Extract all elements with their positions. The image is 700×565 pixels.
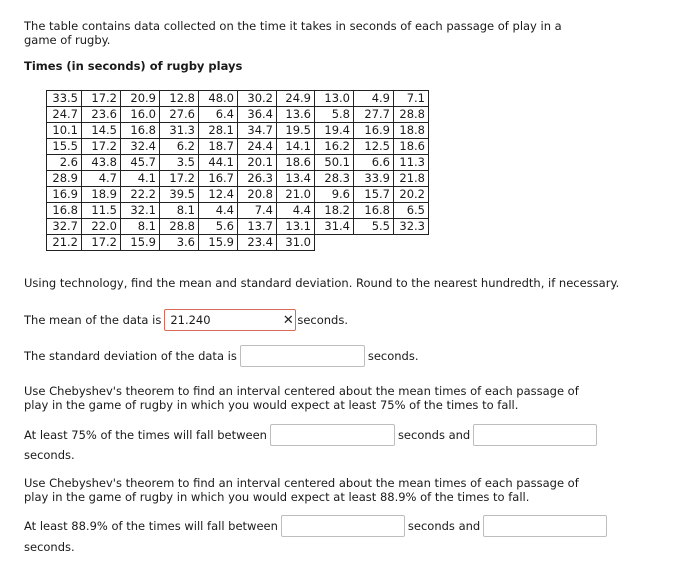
q75-high-input[interactable] xyxy=(473,424,597,446)
table-row xyxy=(47,155,429,171)
table-cell: 17.2 xyxy=(82,139,121,155)
q889-end-text: seconds. xyxy=(24,540,75,554)
table-cell: 20.8 xyxy=(238,187,277,203)
table-cell: 4.4 xyxy=(277,203,315,219)
table-cell: 48.0 xyxy=(199,91,238,107)
table-cell: 17.2 xyxy=(82,91,121,107)
table-cell: 24.7 xyxy=(47,107,82,123)
table-body xyxy=(47,91,429,251)
table-row xyxy=(47,203,429,219)
table-row xyxy=(47,187,429,203)
q889-label: At least 88.9% of the times will fall between xyxy=(24,519,278,533)
sd-unit: seconds. xyxy=(367,349,419,363)
table-row xyxy=(47,107,429,123)
rugby-times-table xyxy=(46,90,429,251)
table-cell: 9.6 xyxy=(315,187,354,203)
table-cell: 33.9 xyxy=(354,171,394,187)
table-cell: 31.3 xyxy=(160,123,199,139)
table-cell: 6.4 xyxy=(199,107,238,123)
table-cell: 27.6 xyxy=(160,107,199,123)
table-cell: 4.4 xyxy=(199,203,238,219)
table-cell: 2.6 xyxy=(47,155,82,171)
table-cell: 10.1 xyxy=(47,123,82,139)
table-cell: 21.2 xyxy=(47,235,82,251)
table-cell: 18.8 xyxy=(394,123,429,139)
table-cell: 15.7 xyxy=(354,187,394,203)
sd-line xyxy=(24,345,419,367)
table-cell: 16.7 xyxy=(199,171,238,187)
table-cell: 23.4 xyxy=(238,235,277,251)
table-cell: 20.1 xyxy=(238,155,277,171)
table-cell: 5.5 xyxy=(354,219,394,235)
table-cell: 6.5 xyxy=(394,203,429,219)
table-cell: 32.7 xyxy=(47,219,82,235)
table-cell: 18.6 xyxy=(394,139,429,155)
table-cell: 15.5 xyxy=(47,139,82,155)
table-cell: 26.3 xyxy=(238,171,277,187)
table-cell: 18.7 xyxy=(199,139,238,155)
table-cell: 24.9 xyxy=(277,91,315,107)
table-row xyxy=(47,123,429,139)
table-cell: 5.8 xyxy=(315,107,354,123)
table-cell: 23.6 xyxy=(82,107,121,123)
mean-input[interactable]: 21.240 xyxy=(164,309,296,331)
table-cell: 13.1 xyxy=(277,219,315,235)
table-cell: 16.8 xyxy=(47,203,82,219)
table-cell: 7.1 xyxy=(394,91,429,107)
table-cell: 32.1 xyxy=(121,203,160,219)
table-cell: 12.4 xyxy=(199,187,238,203)
table-title: Times (in seconds) of rugby plays xyxy=(24,59,243,73)
table-cell: 16.9 xyxy=(354,123,394,139)
table-cell: 15.9 xyxy=(199,235,238,251)
table-cell: 32.4 xyxy=(121,139,160,155)
table-row xyxy=(47,171,429,187)
table-cell: 17.2 xyxy=(160,171,199,187)
table-cell: 44.1 xyxy=(199,155,238,171)
q75-low-input[interactable] xyxy=(270,424,395,446)
table-cell: 22.0 xyxy=(82,219,121,235)
table-cell: 4.9 xyxy=(354,91,394,107)
table-cell: 16.2 xyxy=(315,139,354,155)
x-mark-icon: ✕ xyxy=(282,312,294,328)
table-cell: 18.2 xyxy=(315,203,354,219)
problem-intro: The table contains data collected on the time it takes in seconds of each passage of play in a game of rugby. xyxy=(24,19,562,47)
q75-label: At least 75% of the times will fall between xyxy=(24,428,267,442)
table-cell: 15.9 xyxy=(121,235,160,251)
q889-middle-text: seconds and xyxy=(407,519,481,533)
table-cell: 27.7 xyxy=(354,107,394,123)
table-cell: 13.0 xyxy=(315,91,354,107)
q75-end-text: seconds. xyxy=(24,448,75,462)
table-cell: 21.8 xyxy=(394,171,429,187)
table-cell: 50.1 xyxy=(315,155,354,171)
q889-high-input[interactable] xyxy=(483,515,607,537)
table-cell: 8.1 xyxy=(160,203,199,219)
table-cell: 28.9 xyxy=(47,171,82,187)
table-cell: 22.2 xyxy=(121,187,160,203)
table-cell: 31.0 xyxy=(277,235,315,251)
table-cell: 39.5 xyxy=(160,187,199,203)
q75-instruction: Use Chebyshev's theorem to find an interval centered about the mean times of each passage of play in the game of rugby in which you would expect at least 75% of the times to fall. xyxy=(24,384,579,412)
table-cell: 16.0 xyxy=(121,107,160,123)
table-cell: 13.6 xyxy=(277,107,315,123)
table-cell: 28.3 xyxy=(315,171,354,187)
table-cell: 31.4 xyxy=(315,219,354,235)
table-cell: 5.6 xyxy=(199,219,238,235)
table-cell: 4.1 xyxy=(121,171,160,187)
table-cell: 11.5 xyxy=(82,203,121,219)
technology-prompt: Using technology, find the mean and standard deviation. Round to the nearest hundredth, if necessary. xyxy=(24,276,620,290)
table-cell: 34.7 xyxy=(238,123,277,139)
table-cell: 18.6 xyxy=(277,155,315,171)
q889-low-input[interactable] xyxy=(281,515,405,537)
table-cell: 4.7 xyxy=(82,171,121,187)
table-cell: 14.5 xyxy=(82,123,121,139)
table-cell: 3.5 xyxy=(160,155,199,171)
table-row xyxy=(47,91,429,107)
table-cell: 6.6 xyxy=(354,155,394,171)
table-cell: 8.1 xyxy=(121,219,160,235)
table-cell: 32.3 xyxy=(394,219,429,235)
table-cell: 12.5 xyxy=(354,139,394,155)
table-cell: 18.9 xyxy=(82,187,121,203)
table-cell: 28.8 xyxy=(394,107,429,123)
table-cell: 45.7 xyxy=(121,155,160,171)
table-cell: 21.0 xyxy=(277,187,315,203)
table-cell: 16.8 xyxy=(121,123,160,139)
q75-line xyxy=(24,424,597,446)
table-cell: 19.5 xyxy=(277,123,315,139)
table-cell: 24.4 xyxy=(238,139,277,155)
table-cell: 13.7 xyxy=(238,219,277,235)
table-cell: 16.9 xyxy=(47,187,82,203)
mean-unit: seconds. xyxy=(297,313,348,327)
q75-middle-text: seconds and xyxy=(397,428,471,442)
table-cell: 36.4 xyxy=(238,107,277,123)
table-cell: 43.8 xyxy=(82,155,121,171)
sd-label: The standard deviation of the data is xyxy=(24,349,237,363)
q889-instruction: Use Chebyshev's theorem to find an interval centered about the mean times of each passage of play in the game of rugby in which you would expect at least 88.9% of the times to fall. xyxy=(24,476,579,504)
table-cell: 28.1 xyxy=(199,123,238,139)
table-cell: 13.4 xyxy=(277,171,315,187)
table-cell: 11.3 xyxy=(394,155,429,171)
table-row xyxy=(47,235,429,251)
table-cell: 16.8 xyxy=(354,203,394,219)
table-cell: 28.8 xyxy=(160,219,199,235)
table-cell: 14.1 xyxy=(277,139,315,155)
table-cell: 17.2 xyxy=(82,235,121,251)
table-cell: 20.2 xyxy=(394,187,429,203)
table-cell: 3.6 xyxy=(160,235,199,251)
table-cell: 12.8 xyxy=(160,91,199,107)
q889-line xyxy=(24,515,607,537)
table-row xyxy=(47,219,429,235)
table-cell: 30.2 xyxy=(238,91,277,107)
table-cell: 20.9 xyxy=(121,91,160,107)
sd-input[interactable] xyxy=(240,345,365,367)
table-cell: 19.4 xyxy=(315,123,354,139)
table-row xyxy=(47,139,429,155)
table-cell: 33.5 xyxy=(47,91,82,107)
mean-label: The mean of the data is xyxy=(24,313,162,327)
table-cell: 7.4 xyxy=(238,203,277,219)
mean-line xyxy=(24,309,348,331)
table-cell: 6.2 xyxy=(160,139,199,155)
